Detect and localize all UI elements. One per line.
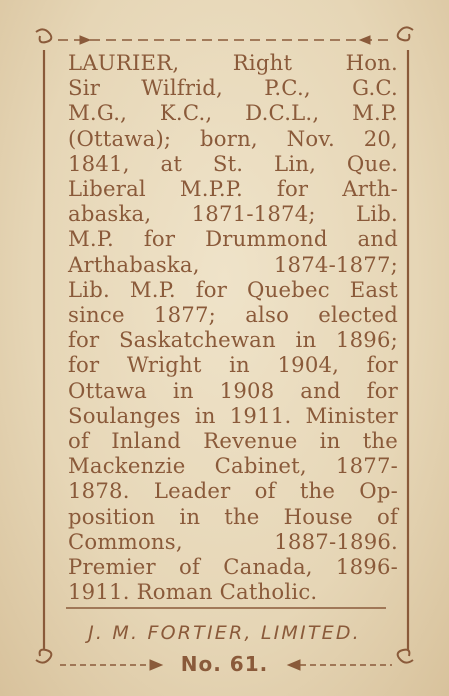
- bio-line: Premier of Canada, 1896-: [68, 554, 398, 580]
- bio-line: Commons, 1887-1896.: [68, 528, 398, 554]
- bio-line: 1911. Roman Catholic.: [68, 579, 318, 605]
- bio-line: (Ottawa); born, Nov. 20,: [68, 125, 398, 151]
- bio-line: Soulanges in 1911. Minister: [68, 402, 398, 428]
- publisher-name: J. M. FORTIER, LIMITED.: [88, 622, 361, 644]
- corner-flourish-tl: [36, 29, 51, 42]
- bio-line: 1878. Leader of the Op-: [68, 478, 398, 504]
- biography-text: [68, 50, 398, 604]
- bio-line: Liberal M.P.P. for Arth-: [68, 176, 398, 202]
- bio-line: LAURIER, Right Hon.: [68, 50, 398, 75]
- bio-line: Ottawa in 1908 and for: [68, 377, 398, 403]
- corner-flourish-tr: [398, 27, 413, 40]
- bio-line: for Saskatchewan in 1896;: [68, 327, 398, 353]
- bio-line: Sir Wilfrid, P.C., G.C.: [68, 75, 398, 101]
- bio-line: Mackenzie Cabinet, 1877-: [68, 453, 398, 479]
- bio-line: M.G., K.C., D.C.L., M.P.: [68, 100, 398, 126]
- card-number: No. 61.: [180, 652, 269, 676]
- bio-line: M.P. for Drummond and: [68, 226, 398, 252]
- bio-line: of Inland Revenue in the: [68, 428, 398, 454]
- bio-line: Arthabaska, 1874-1877;: [68, 251, 398, 277]
- bio-line: position in the House of: [68, 503, 398, 529]
- bio-line: for Wright in 1904, for: [68, 352, 398, 378]
- bio-line: Lib. M.P. for Quebec East: [68, 276, 398, 302]
- bio-line: abaska, 1871-1874; Lib.: [68, 201, 398, 227]
- bio-line: 1841, at St. Lin, Que.: [68, 150, 398, 176]
- bio-line: since 1877; also elected: [68, 302, 398, 328]
